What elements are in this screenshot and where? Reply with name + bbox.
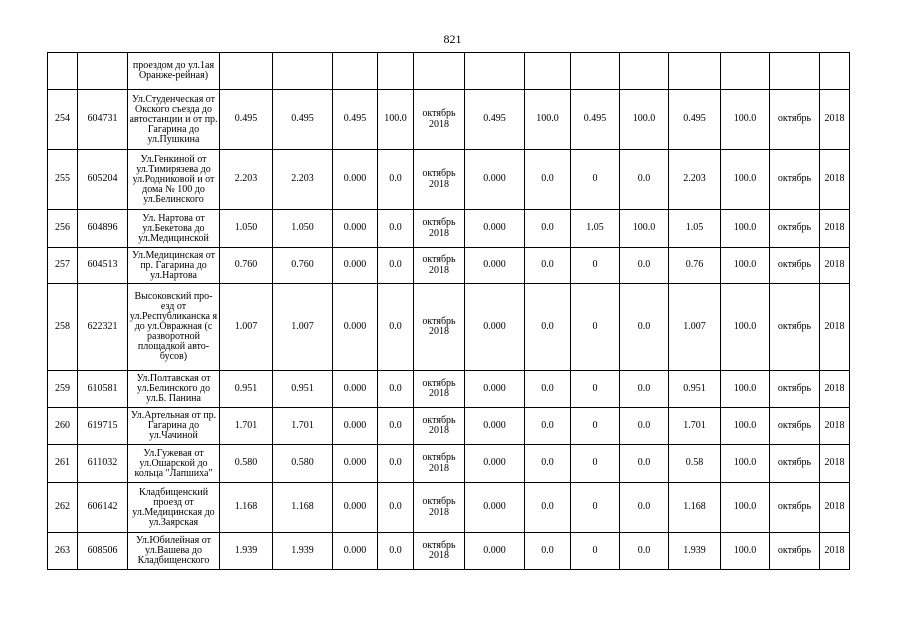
cell-length-2: 0.000 (465, 371, 525, 408)
cell-length-2: 0.000 (465, 284, 525, 371)
cell-row-number: 262 (48, 483, 78, 533)
cell-road-id (78, 53, 128, 90)
cell-percent-3: 0.0 (620, 248, 669, 284)
cell-length-4: 1.007 (669, 284, 721, 371)
cell-month: октябрь (770, 210, 820, 248)
cell-length-2: 0.000 (465, 533, 525, 570)
cell-length-2: 0.000 (465, 483, 525, 533)
cell-percent-4: 100.0 (721, 371, 770, 408)
cell-date-done: октябрь 2018 (414, 284, 465, 371)
cell-length-4: 0.951 (669, 371, 721, 408)
roads-table (47, 52, 850, 570)
table-row (48, 248, 850, 284)
cell-length-done: 0.495 (333, 90, 378, 150)
cell-date-done: октябрь 2018 (414, 210, 465, 248)
cell-road-name: Ул.Юбилейная от ул.Вашева до Кладбищенского (128, 533, 220, 570)
cell-length-total: 0.580 (220, 445, 273, 483)
cell-percent-3: 100.0 (620, 90, 669, 150)
cell-date-done: октябрь 2018 (414, 483, 465, 533)
cell-length-4: 0.495 (669, 90, 721, 150)
page-number: 821 (443, 32, 462, 46)
cell-length-3: 0 (571, 371, 620, 408)
cell-road-id: 604731 (78, 90, 128, 150)
cell-percent-3: 0.0 (620, 445, 669, 483)
cell-month: октябрь (770, 533, 820, 570)
cell-length-normative: 0.580 (273, 445, 333, 483)
cell-percent-done: 100.0 (378, 90, 414, 150)
cell-length-2: 0.000 (465, 408, 525, 445)
cell-road-name: Ул. Нартова от ул.Бекетова до ул.Медицинской (128, 210, 220, 248)
table-row (48, 408, 850, 445)
cell-percent-4: 100.0 (721, 210, 770, 248)
cell-length-total: 0.951 (220, 371, 273, 408)
table-row (48, 210, 850, 248)
cell-month: октябрь (770, 445, 820, 483)
cell-road-name: Ул.Гужевая от ул.Ошарской до кольца "Лапшиха" (128, 445, 220, 483)
cell-length-4: 1.701 (669, 408, 721, 445)
cell-length-4: 0.76 (669, 248, 721, 284)
cell-road-id: 610581 (78, 371, 128, 408)
cell-month: октябрь (770, 408, 820, 445)
cell-length-3: 1.05 (571, 210, 620, 248)
cell-date-done (414, 53, 465, 90)
cell-percent-done: 0.0 (378, 533, 414, 570)
cell-length-4 (669, 53, 721, 90)
cell-length-done: 0.000 (333, 248, 378, 284)
cell-month: октябрь (770, 284, 820, 371)
cell-length-done: 0.000 (333, 284, 378, 371)
cell-date-done: октябрь 2018 (414, 371, 465, 408)
cell-percent-4 (721, 53, 770, 90)
cell-length-3: 0 (571, 284, 620, 371)
cell-date-done: октябрь 2018 (414, 150, 465, 210)
cell-percent-3: 0.0 (620, 483, 669, 533)
cell-percent-2 (525, 53, 571, 90)
cell-month: октябрь (770, 150, 820, 210)
cell-length-normative: 1.168 (273, 483, 333, 533)
cell-year: 2018 (820, 90, 850, 150)
cell-year (820, 53, 850, 90)
cell-percent-4: 100.0 (721, 483, 770, 533)
cell-percent-4: 100.0 (721, 533, 770, 570)
cell-road-name: Ул.Полтавская от ул.Белинского до ул.Б. Панина (128, 371, 220, 408)
table-row (48, 284, 850, 371)
cell-length-done: 0.000 (333, 408, 378, 445)
cell-percent-4: 100.0 (721, 445, 770, 483)
cell-percent-done: 0.0 (378, 210, 414, 248)
cell-road-name: Ул.Генкиной от ул.Тимирязева до ул.Родниковой и от дома № 100 до ул.Белинского (128, 150, 220, 210)
cell-year: 2018 (820, 248, 850, 284)
cell-length-normative: 0.951 (273, 371, 333, 408)
cell-length-3 (571, 53, 620, 90)
cell-month: октябрь (770, 90, 820, 150)
cell-date-done: октябрь 2018 (414, 248, 465, 284)
cell-length-2: 0.000 (465, 445, 525, 483)
cell-length-total: 1.939 (220, 533, 273, 570)
cell-length-2: 0.000 (465, 210, 525, 248)
cell-percent-2: 0.0 (525, 150, 571, 210)
cell-year: 2018 (820, 408, 850, 445)
cell-length-3: 0.495 (571, 90, 620, 150)
table-row (48, 483, 850, 533)
cell-percent-2: 0.0 (525, 210, 571, 248)
cell-percent-done: 0.0 (378, 150, 414, 210)
cell-road-name: Кладбищенский проезд от ул.Медицинская до ул.Заярская (128, 483, 220, 533)
cell-road-id: 605204 (78, 150, 128, 210)
cell-road-name: Ул.Артельная от пр. Гагарина до ул.Чачиной (128, 408, 220, 445)
cell-year: 2018 (820, 533, 850, 570)
cell-date-done: октябрь 2018 (414, 408, 465, 445)
cell-date-done: октябрь 2018 (414, 90, 465, 150)
table-row (48, 150, 850, 210)
cell-length-done: 0.000 (333, 210, 378, 248)
cell-length-total: 1.007 (220, 284, 273, 371)
cell-month (770, 53, 820, 90)
cell-percent-done (378, 53, 414, 90)
cell-length-2 (465, 53, 525, 90)
cell-road-id: 611032 (78, 445, 128, 483)
cell-road-id: 619715 (78, 408, 128, 445)
cell-row-number: 259 (48, 371, 78, 408)
cell-length-done: 0.000 (333, 150, 378, 210)
cell-road-name: Высоковский про-езд от ул.Республиканска я до ул.Овражная (с разворотной площадкой авто-бусов) (128, 284, 220, 371)
cell-length-total: 0.760 (220, 248, 273, 284)
cell-date-done: октябрь 2018 (414, 533, 465, 570)
cell-percent-2: 0.0 (525, 533, 571, 570)
cell-length-done: 0.000 (333, 483, 378, 533)
table-row (48, 90, 850, 150)
cell-percent-4: 100.0 (721, 284, 770, 371)
cell-percent-2: 0.0 (525, 483, 571, 533)
cell-row-number: 263 (48, 533, 78, 570)
cell-length-done: 0.000 (333, 445, 378, 483)
cell-length-3: 0 (571, 533, 620, 570)
cell-length-total: 1.701 (220, 408, 273, 445)
cell-row-number: 256 (48, 210, 78, 248)
cell-length-done (333, 53, 378, 90)
cell-percent-4: 100.0 (721, 150, 770, 210)
cell-row-number: 261 (48, 445, 78, 483)
cell-length-2: 0.000 (465, 248, 525, 284)
cell-percent-2: 100.0 (525, 90, 571, 150)
cell-percent-done: 0.0 (378, 408, 414, 445)
cell-row-number: 254 (48, 90, 78, 150)
cell-percent-3: 0.0 (620, 371, 669, 408)
cell-year: 2018 (820, 483, 850, 533)
cell-percent-3: 0.0 (620, 150, 669, 210)
cell-month: октябрь (770, 483, 820, 533)
cell-length-total: 2.203 (220, 150, 273, 210)
cell-length-normative: 1.050 (273, 210, 333, 248)
cell-percent-done: 0.0 (378, 445, 414, 483)
cell-row-number: 255 (48, 150, 78, 210)
cell-length-normative: 0.495 (273, 90, 333, 150)
cell-percent-3: 100.0 (620, 210, 669, 248)
cell-percent-done: 0.0 (378, 284, 414, 371)
cell-road-id: 604513 (78, 248, 128, 284)
cell-length-normative (273, 53, 333, 90)
cell-percent-2: 0.0 (525, 408, 571, 445)
cell-length-done: 0.000 (333, 533, 378, 570)
cell-month: октябрь (770, 371, 820, 408)
table-row (48, 445, 850, 483)
cell-length-total (220, 53, 273, 90)
cell-row-number: 258 (48, 284, 78, 371)
cell-percent-3 (620, 53, 669, 90)
cell-length-4: 1.168 (669, 483, 721, 533)
table-row (48, 371, 850, 408)
cell-length-3: 0 (571, 408, 620, 445)
cell-percent-3: 0.0 (620, 408, 669, 445)
cell-length-4: 0.58 (669, 445, 721, 483)
cell-length-2: 0.000 (465, 150, 525, 210)
cell-percent-2: 0.0 (525, 445, 571, 483)
cell-road-name: Ул.Студенческая от Окского съезда до автостанции и от пр. Гагарина до ул.Пушкина (128, 90, 220, 150)
cell-road-id: 622321 (78, 284, 128, 371)
table-row (48, 53, 850, 90)
cell-percent-4: 100.0 (721, 90, 770, 150)
cell-length-2: 0.495 (465, 90, 525, 150)
cell-road-id: 606142 (78, 483, 128, 533)
cell-month: октябрь (770, 248, 820, 284)
cell-percent-2: 0.0 (525, 284, 571, 371)
cell-row-number: 257 (48, 248, 78, 284)
cell-length-total: 0.495 (220, 90, 273, 150)
cell-row-number (48, 53, 78, 90)
cell-percent-2: 0.0 (525, 371, 571, 408)
cell-road-name: проездом до ул.1ая Оранже-рейная) (128, 53, 220, 90)
cell-length-total: 1.050 (220, 210, 273, 248)
cell-length-normative: 1.939 (273, 533, 333, 570)
cell-length-4: 1.939 (669, 533, 721, 570)
cell-length-normative: 0.760 (273, 248, 333, 284)
cell-length-normative: 1.701 (273, 408, 333, 445)
cell-percent-done: 0.0 (378, 371, 414, 408)
cell-row-number: 260 (48, 408, 78, 445)
cell-length-normative: 1.007 (273, 284, 333, 371)
cell-length-total: 1.168 (220, 483, 273, 533)
cell-length-3: 0 (571, 445, 620, 483)
cell-year: 2018 (820, 371, 850, 408)
cell-length-4: 1.05 (669, 210, 721, 248)
cell-percent-4: 100.0 (721, 408, 770, 445)
cell-percent-done: 0.0 (378, 248, 414, 284)
cell-length-3: 0 (571, 150, 620, 210)
cell-date-done: октябрь 2018 (414, 445, 465, 483)
cell-year: 2018 (820, 445, 850, 483)
cell-road-id: 608506 (78, 533, 128, 570)
cell-length-3: 0 (571, 483, 620, 533)
cell-percent-3: 0.0 (620, 533, 669, 570)
cell-percent-4: 100.0 (721, 248, 770, 284)
cell-road-id: 604896 (78, 210, 128, 248)
cell-year: 2018 (820, 150, 850, 210)
cell-length-3: 0 (571, 248, 620, 284)
cell-length-normative: 2.203 (273, 150, 333, 210)
table-row (48, 533, 850, 570)
cell-percent-2: 0.0 (525, 248, 571, 284)
cell-year: 2018 (820, 210, 850, 248)
cell-length-done: 0.000 (333, 371, 378, 408)
cell-length-4: 2.203 (669, 150, 721, 210)
cell-percent-done: 0.0 (378, 483, 414, 533)
cell-year: 2018 (820, 284, 850, 371)
cell-percent-3: 0.0 (620, 284, 669, 371)
cell-road-name: Ул.Медицинская от пр. Гагарина до ул.Нартова (128, 248, 220, 284)
